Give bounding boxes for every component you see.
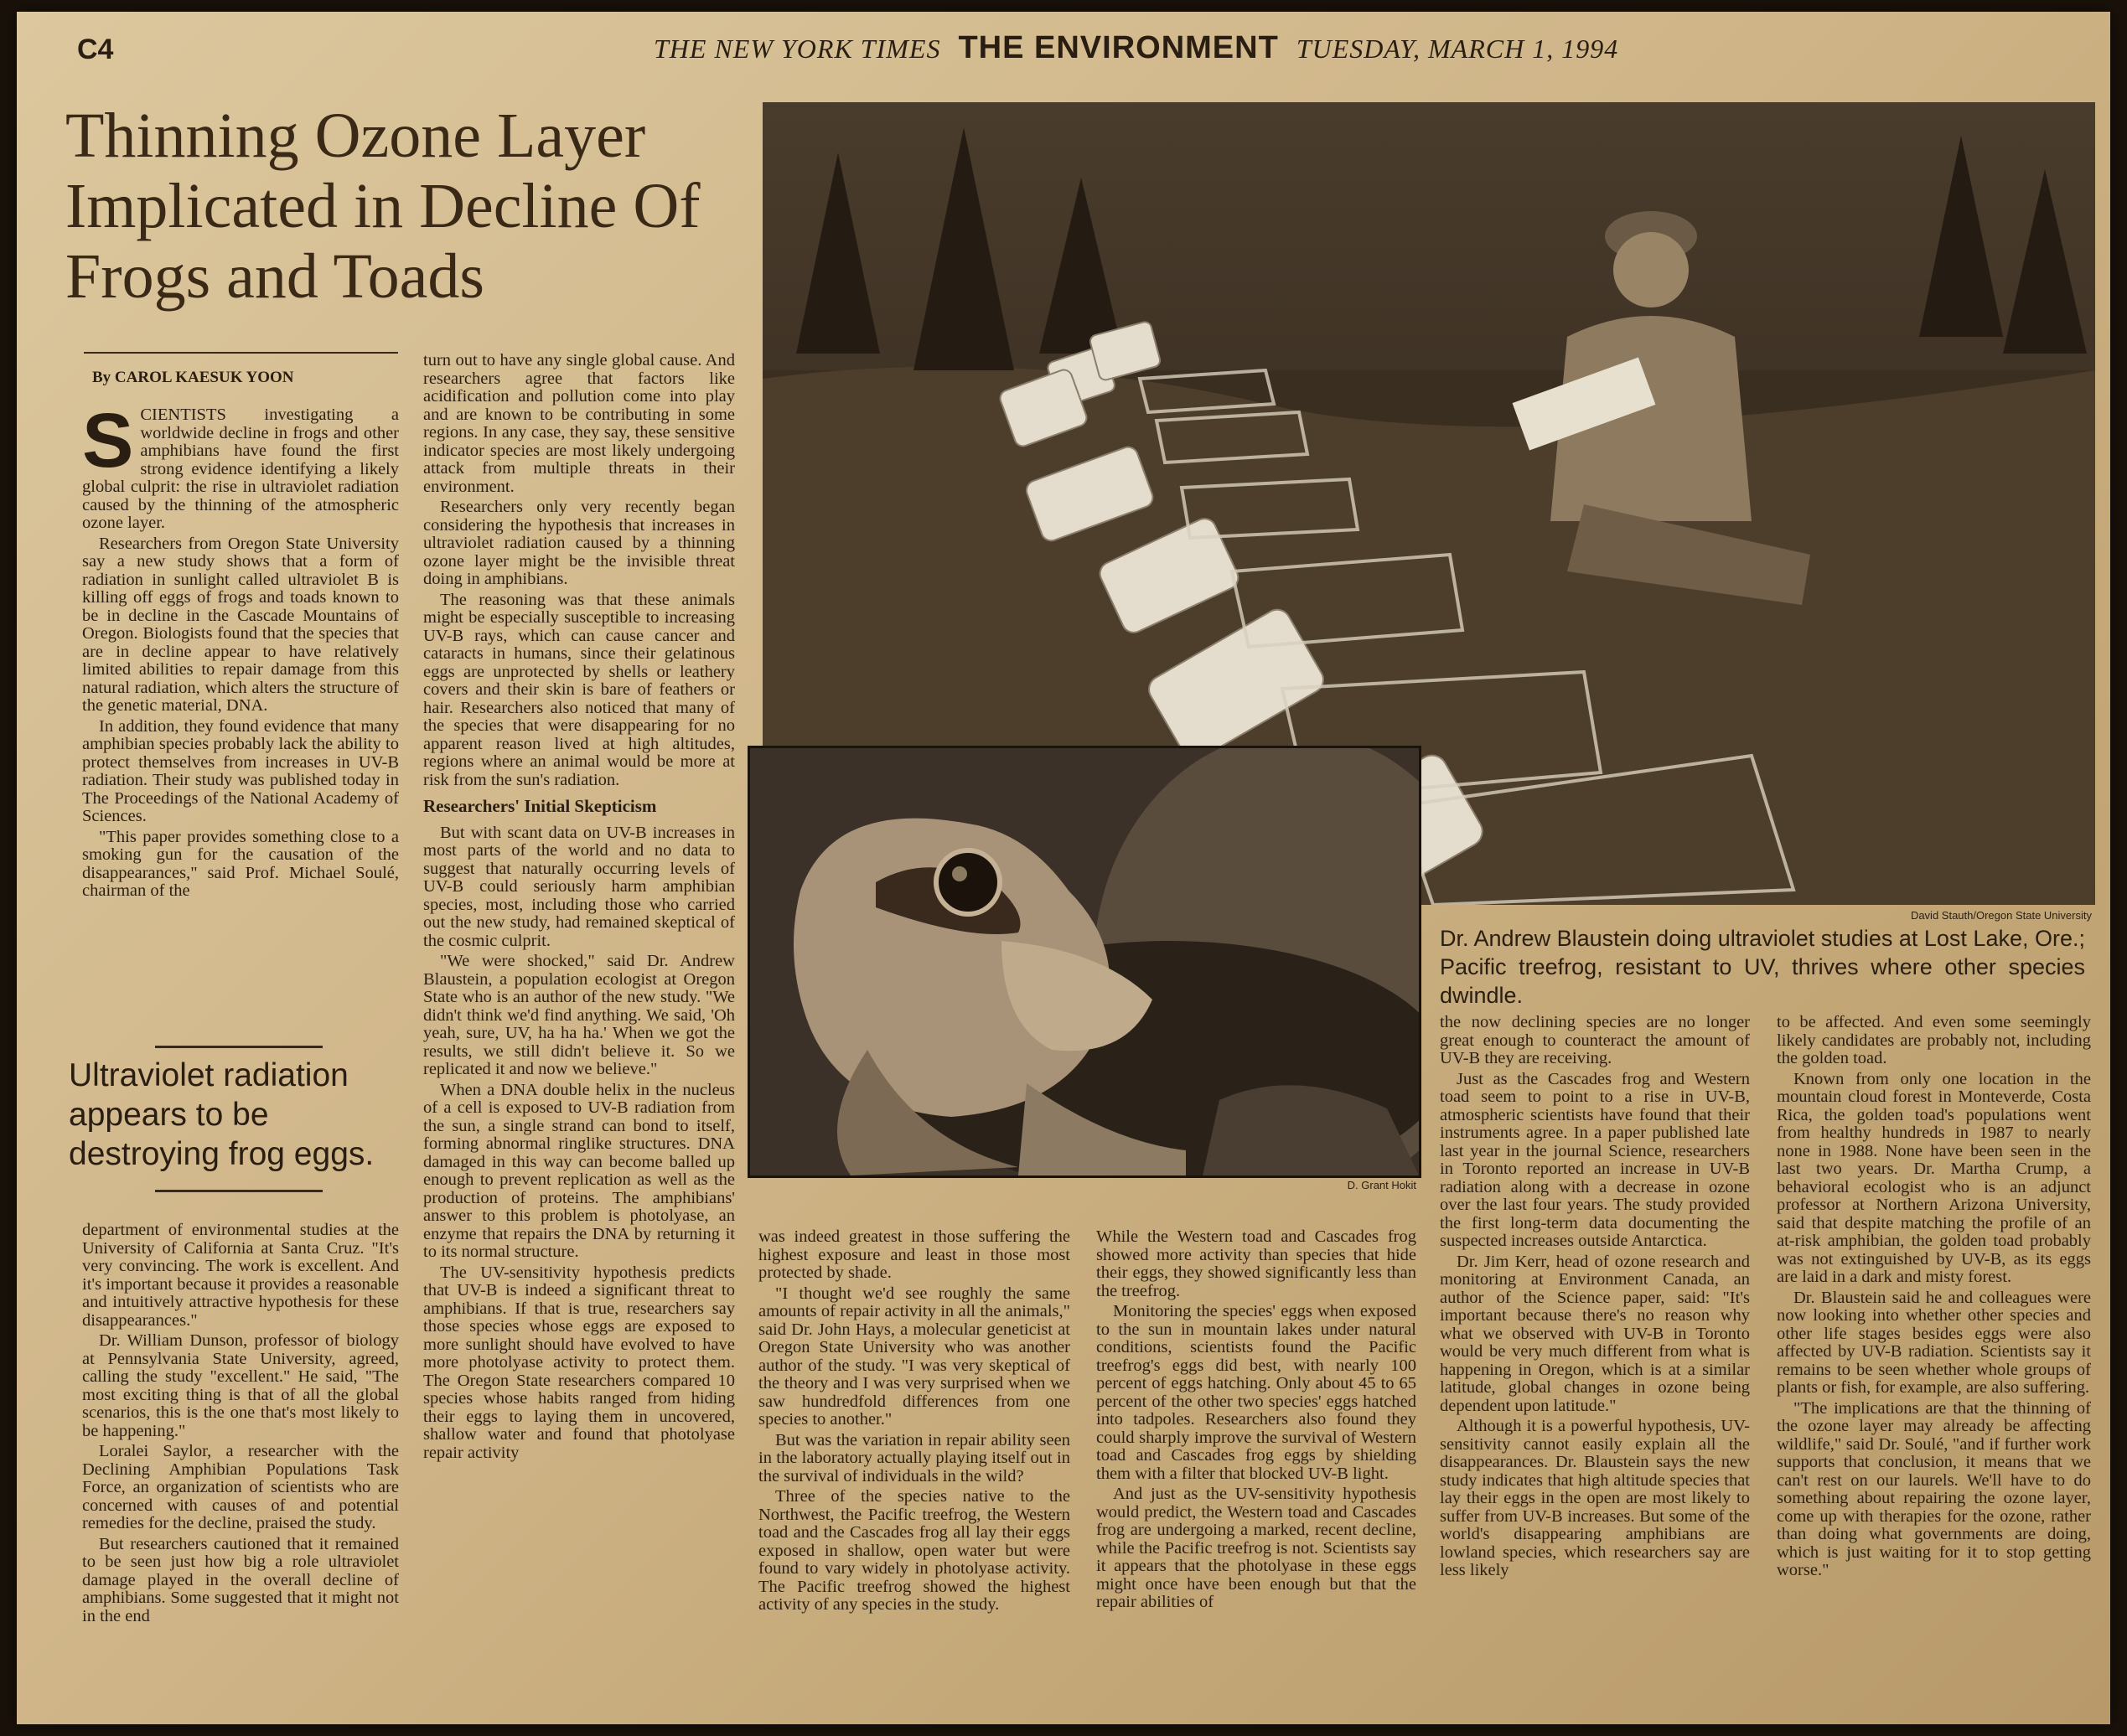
col1b-paragraph: But researchers cautioned that it remained to be seen just how big a role ultraviolet damage played in the overall decline of amphibians. Some suggested that it might not in the end — [82, 1534, 399, 1625]
col1b-paragraph: department of environmental studies at the University of California at Santa Cruz. "It's very convincing. The work is excellent. And it's important because it provides a reasonable and intuitively attractive hypothesis for these disappearances." — [82, 1221, 399, 1330]
col3-paragraph: was indeed greatest in those suffering the highest exposure and least in those most protected by shade. — [758, 1227, 1070, 1282]
column-5 — [1440, 1014, 1750, 1583]
subhead: Researchers' Initial Skepticism — [423, 796, 657, 816]
col3-paragraph: Three of the species native to the Northwest, the Pacific treefrog, the Western toad and the Cascades frog all lay their eggs exposed in shallow, open water but were found to vary widely in photolyase activity. The Pacific treefrog showed the highest activity of any species in the study. — [758, 1487, 1070, 1614]
paper-name: THE NEW YORK TIMES — [654, 34, 941, 64]
col1-paragraph: "This paper provides something close to a smoking gun for the causation of the disappearances," said Prof. Michael Soulé, chairman of the — [82, 827, 399, 900]
page-number: C4 — [77, 34, 114, 65]
column-4 — [1096, 1228, 1416, 1615]
col6-paragraph: to be affected. And even some seemingly likely candidates are probably not, including the golden toad. — [1777, 1013, 2091, 1067]
pullquote-rule-top — [155, 1046, 323, 1048]
col1-paragraph: CIENTISTS investigating a worldwide decline in frogs and other amphibians have found the first strong evidence identifying a likely global culprit: the rise in ultraviolet radiation caused by the thinning of the atmospheric ozone layer. — [82, 406, 399, 532]
col1-paragraph: Researchers from Oregon State University say a new study shows that a form of radiation in sunlight called ultraviolet B is killing off eggs of frogs and toads known to be in decline in the Cascade Mountains of Oregon. Biologists found that the species that are in decline appear to have relatively limited abilities to repair damage from this natural radiation, which alters the structure of the genetic material, DNA. — [82, 534, 399, 715]
col4-paragraph: While the Western toad and Cascades frog showed more activity than species that hide their eggs, they showed significantly less than the treefrog. — [1096, 1227, 1416, 1300]
column-2 — [423, 352, 735, 1465]
col2-paragraph: When a DNA double helix in the nucleus of a cell is exposed to UV-B radiation from the sun, a single strand can bond to itself, forming abnormal ringlike structures. DNA damaged in this way can become balled up enough to prevent replication as well as the production of proteins. The amphibians' answer to this problem is photolyase, an enzyme that repairs the DNA by returning it to its normal structure. — [423, 1080, 735, 1261]
col6-paragraph: "The implications are that the thinning of the ozone layer may already be affecting wildlife," said Dr. Soulé, "and if further work supports that conclusion, it means that we can't rest on our laurels. We'll have to do something about repairing the ozone layer, come up with therapies for the ozone, rather than doing what governments are doing, which is just waiting for it to stop getting worse." — [1777, 1398, 2091, 1579]
col5-paragraph: Dr. Jim Kerr, head of ozone research and monitoring at Environment Canada, an author of the Science paper, said: "It's important because there's no reason why what we observed with UV-B in Toronto would be very much different from what is happening in Oregon, which is at a similar latitude, global changes in ozone being dependent upon latitude." — [1440, 1252, 1750, 1415]
col5-paragraph: Although it is a powerful hypothesis, UV-sensitivity cannot easily explain all the disappearances. Dr. Blaustein says the new study indicates that high altitude species that lay their eggs in the open are most likely to suffer from UV-B increases. But some of the world's disappearing amphibians are lowland species, which researchers say are less likely — [1440, 1417, 1750, 1579]
col1-paragraph: In addition, they found evidence that many amphibian species probably lack the ability to protect themselves from increases in UV-B radiation. Their study was published today in The Proceedings of the National Academy of Sciences. — [82, 716, 399, 825]
section-name: THE ENVIRONMENT — [958, 30, 1279, 65]
pullquote-rule-bottom — [155, 1190, 323, 1192]
col2-paragraph: The UV-sensitivity hypothesis predicts that UV-B is indeed a significant threat to amphibians. If that is true, researchers say those species whose eggs are exposed to more sunlight should have evolved to have more photolyase activity to protect them. The Oregon State researchers compared 10 species whose habits ranged from hiding their eggs to laying them in uncovered, shallow water and found that photolyase repair activity — [423, 1263, 735, 1462]
photo-caption: Dr. Andrew Blaustein doing ultraviolet studies at Lost Lake, Ore.; Pacific treefrog, resistant to UV, thrives where other species dwindle. — [1440, 926, 2085, 1008]
col5-paragraph: the now declining species are no longer great enough to counteract the amount of UV-B they are receiving. — [1440, 1013, 1750, 1067]
col4-paragraph: And just as the UV-sensitivity hypothesis would predict, the Western toad and Cascades frog are undergoing a marked, recent decline, while the Pacific treefrog is not. Scientists say it appears that the photolyase in these eggs might once have been enough but that the repair abilities of — [1096, 1485, 1416, 1611]
byline: By CAROL KAESUK YOON — [92, 369, 294, 386]
col2-paragraph: "We were shocked," said Dr. Andrew Blaustein, a population ecologist at Oregon State who is an author of the new study. "We didn't think we'd find anything. We said, 'Oh yeah, sure, UV, ha ha ha.' When we got the results, we still didn't believe it. So we replicated it and now we believe." — [423, 952, 735, 1078]
column-1 — [82, 398, 399, 903]
col3-paragraph: But was the variation in repair ability seen in the laboratory actually playing itself out in the survival of individuals in the wild? — [758, 1430, 1070, 1485]
col2-paragraph: But with scant data on UV-B increases in most parts of the world and no data to suggest that naturally occurring levels of UV-B could seriously harm amphibian species, most, including those who carried out the new study, had remained skeptical of the cosmic culprit. — [423, 823, 735, 950]
column-6 — [1777, 1014, 2091, 1583]
frog-photo — [748, 746, 1421, 1178]
byline-rule — [84, 352, 398, 354]
page-header — [654, 30, 2078, 66]
col1b-paragraph: Loralei Saylor, a researcher with the Declining Amphibian Populations Task Force, an organization of scientists who are concerned with causes of and potential remedies for the decline, praised the study. — [82, 1442, 399, 1532]
col3-paragraph: "I thought we'd see roughly the same amounts of repair activity in all the animals," said Dr. John Hays, a molecular geneticist at Oregon State University who was another author of the study. "I was very skeptical of the theory and I was very surprised when we saw hundredfold differences from one species to another." — [758, 1284, 1070, 1429]
header-date: TUESDAY, MARCH 1, 1994 — [1296, 34, 1619, 64]
col6-paragraph: Dr. Blaustein said he and colleagues were now looking into whether other species and other life stages besides eggs were also affected by UV-B radiation. Scientists say it remains to be seen whether whole groups of plants or fish, for example, are also suffering. — [1777, 1288, 2091, 1397]
col1b-paragraph: Dr. William Dunson, professor of biology at Pennsylvania State University, agreed, calling the study "excellent." He said, "The most exciting thing is that of all the global scenarios, this is the one that's most likely to be happening." — [82, 1331, 399, 1440]
column-3 — [758, 1228, 1070, 1617]
photo-credit-top: David Stauth/Oregon State University — [1910, 909, 2092, 922]
col2-paragraph: Researchers only very recently began considering the hypothesis that increases in ultraviolet radiation caused by a thinning ozone layer might be the invisible threat doing in amphibians. — [423, 498, 735, 588]
drop-cap: S — [82, 398, 134, 483]
col2-paragraph: turn out to have any single global cause. And researchers agree that factors like acidification and pollution come into play and are known to be contributing in some regions. In any case, they say, these sensitive indicator species are most likely undergoing attack from multiple threats in their environment. — [423, 351, 735, 496]
col4-paragraph: Monitoring the species' eggs when exposed to the sun in mountain lakes under natural conditions, scientists found the Pacific treefrog's eggs did best, with nearly 100 percent of eggs hatching. Only about 45 to 65 percent of the other two species' eggs hatched into tadpoles. Researchers also found they could sharply improve the survival of Western toad and Cascades frog eggs by shielding them with a filter that blocked UV-B light. — [1096, 1302, 1416, 1483]
col2-paragraph: The reasoning was that these animals might be especially susceptible to increasing UV-B rays, which can cause cancer and cataracts in humans, since their gelatinous eggs are unprotected by shells or leathery covers and their skin is bare of feathers or hair. Researchers also noticed that many of the species that were disappearing for no apparent reason lived at high altitudes, regions where an animal would be more at risk from the sun's radiation. — [423, 590, 735, 789]
pull-quote: Ultraviolet radiation appears to be destroying frog eggs. — [69, 1057, 375, 1172]
frog-illustration — [750, 748, 1419, 1175]
column-1-continued — [82, 1222, 399, 1628]
col6-paragraph: Known from only one location in the mountain cloud forest in Monteverde, Costa Rica, the golden toad's populations went from healthy hundreds in 1987 to nearly none in 1988. None have been seen in the last two years. Dr. Martha Crump, a behavioral ecologist who is an adjunct professor at Northern Arizona University, said that despite matching the profile of an at-risk amphibian, the golden toad probably was not extinguished by UV-B, as its eggs are laid in a dark and misty forest. — [1777, 1069, 2091, 1286]
headline: Thinning Ozone Layer Implicated in Decline Of Frogs and Toads — [65, 101, 701, 312]
col5-paragraph: Just as the Cascades frog and Western toad seem to point to a rise in UV-B, atmospheric scientists have found that their instruments agree. In a paper published late last year in the journal Science, researchers in Toronto reported an increase in UV-B radiation along with a decrease in ozone over the last four years. The study provided the first long-term data documenting the suspected increases outside Antarctica. — [1440, 1069, 1750, 1250]
photo-credit-frog: D. Grant Hokit — [1347, 1179, 1416, 1191]
